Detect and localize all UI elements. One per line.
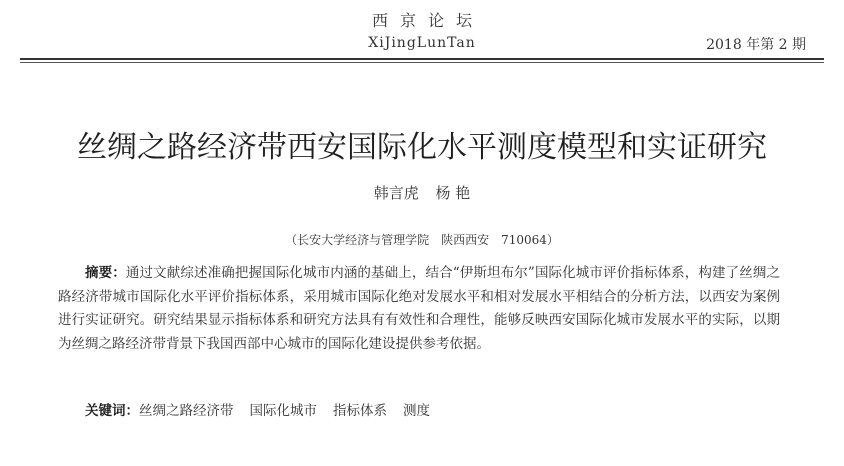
- keywords-label: 关键词：: [85, 403, 139, 419]
- header-rule-thin: [20, 62, 824, 63]
- abstract-label: 摘要：: [85, 265, 126, 281]
- keyword: 测度: [403, 403, 430, 419]
- article-title: 丝绸之路经济带西安国际化水平测度模型和实证研究: [77, 130, 767, 165]
- keyword: 丝绸之路经济带: [139, 403, 234, 419]
- keywords-section: [58, 401, 780, 421]
- author-list: [0, 183, 844, 203]
- keyword: 指标体系: [333, 403, 387, 419]
- header-rule-thick: [20, 58, 824, 60]
- issue-number: 2018 年第 2 期: [706, 37, 806, 53]
- journal-name-chinese: 西京论坛: [371, 11, 484, 30]
- keyword: 国际化城市: [249, 403, 317, 419]
- author-affiliation: （长安大学经济与管理学院 陕西西安 710064）: [285, 233, 559, 247]
- abstract-section: [58, 262, 780, 356]
- journal-name-pinyin: XiJingLunTan: [368, 35, 476, 51]
- author-name: 韩言虎: [373, 184, 419, 202]
- abstract-text: 通过文献综述准确把握国际化城市内涵的基础上，结合“伊斯坦布尔”国际化城市评价指标体系，构建了丝绸之路经济带城市国际化水平评价指标体系，采用城市国际化绝对发展水平和相对发展水平相结合的分析方法，以西安为案例进行实证研究。研究结果显示指标体系和研究方法具有有效性和合理性，能够反映西安国际化城市发展水平的实际，以期为丝绸之路经济带背景下我国西部中心城市的国际化建设提供参考依据。: [58, 265, 781, 352]
- author-name: 杨 艳: [435, 184, 471, 202]
